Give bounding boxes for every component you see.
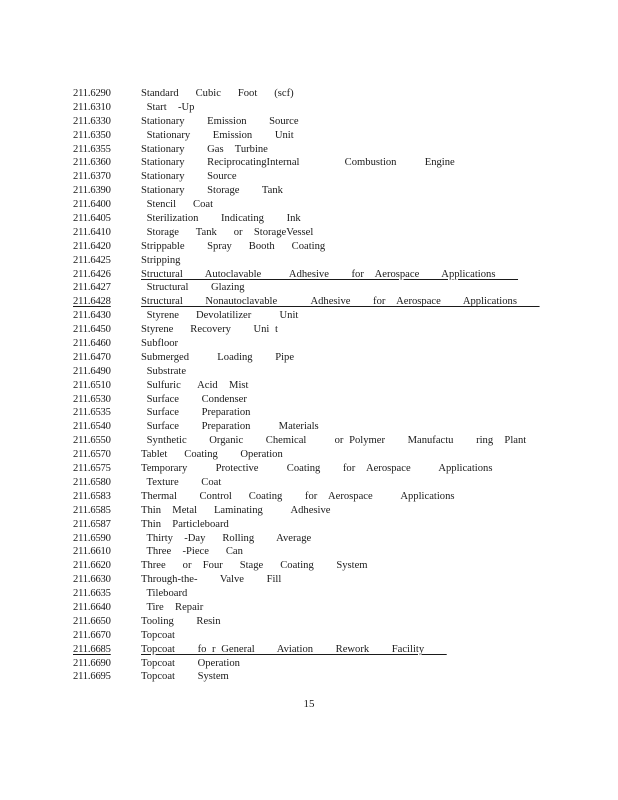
index-entry [73,198,493,212]
defined-term: Styrene Devolatilizer Unit [141,310,299,322]
defined-term: Tablet Coating Operation [141,449,283,461]
section-number: 211.6583 [73,490,111,502]
index-entry [73,337,493,351]
defined-term: Topcoat System [141,671,229,683]
index-entry [73,518,493,532]
index-entry [73,212,493,226]
index-entry [73,559,493,573]
section-number: 211.6430 [73,310,111,322]
defined-term: Stationary Emission Unit [141,129,294,141]
defined-term: Tooling Resin [141,615,221,627]
section-number: 211.6370 [73,171,111,183]
defined-term: Structural Glazing [141,282,245,294]
section-number: 211.6400 [73,199,111,211]
section-number: 211.6580 [73,476,111,488]
defined-term: Texture Coat [141,476,222,488]
section-number: 211.6575 [73,463,111,475]
defined-term: Three -Piece Can [141,546,243,558]
index-entry [73,629,493,643]
section-number: 211.6428 [73,296,111,308]
index-entry [73,295,540,309]
defined-term: Styrene Recovery Uni t [141,324,278,336]
section-number: 211.6587 [73,518,111,530]
index-entry [73,240,493,254]
defined-term: Subfloor [141,338,179,350]
section-number: 211.6355 [73,143,111,155]
section-number: 211.6426 [73,268,111,280]
index-entry [73,504,493,518]
section-number: 211.6450 [73,324,111,336]
section-number: 211.6540 [73,421,111,433]
index-entry [73,615,493,629]
defined-term: Sterilization Indicating Ink [141,213,301,225]
section-number: 211.6310 [73,101,111,113]
defined-term: Through-the- Valve Fill [141,574,282,586]
section-number: 211.6490 [73,365,111,377]
section-number: 211.6640 [73,601,111,613]
defined-term: Strippable Spray Booth Coating [141,240,326,252]
defined-term: Temporary Protective Coating for Aerospace Applications [141,463,493,475]
index-entry [73,670,493,684]
defined-term: Standard Cubic Foot (scf) [141,88,294,99]
index-entry [73,184,493,198]
defined-term: Stationary ReciprocatingInternal Combustion Engine [141,157,455,169]
index-entry [73,309,493,323]
index-entry [73,268,519,282]
index-entry [73,434,527,448]
index-entry [73,143,493,157]
index-entry [73,170,493,184]
index-entry [73,448,493,462]
section-number: 211.6630 [73,574,111,586]
section-number: 211.6360 [73,157,111,169]
section-number: 211.6635 [73,588,111,600]
section-number: 211.6510 [73,379,111,391]
defined-term: Thirty -Day Rolling Average [141,532,312,544]
section-number: 211.6590 [73,532,111,544]
index-entry [73,601,493,615]
section-number: 211.6535 [73,407,111,419]
section-number: 211.6685 [73,643,111,655]
defined-term: Three or Four Stage Coating System [141,560,368,572]
defined-term: Storage Tank or StorageVessel [141,226,314,238]
section-number: 211.6290 [73,88,111,99]
section-number: 211.6650 [73,615,111,627]
index-entry [73,406,493,420]
section-number: 211.6610 [73,546,111,558]
defined-term: Synthetic Organic Chemical or Polymer Manufactu ring Plant [141,435,527,447]
section-number: 211.6390 [73,185,111,197]
index-entry [73,379,493,393]
index-entry [73,657,493,671]
defined-term: Stationary Storage Tank [141,185,283,197]
section-number: 211.6530 [73,393,111,405]
index-entry [73,254,493,268]
index-entry [73,476,493,490]
section-number: 211.6670 [73,629,111,641]
section-number: 211.6695 [73,671,111,683]
defined-term: Tileboard [141,588,188,600]
defined-term: Topcoat [141,629,175,641]
index-entry [73,462,493,476]
index-entry [73,532,493,546]
index-entry [73,573,493,587]
defined-term: Structural Nonautoclavable Adhesive for Aerospace Applications [141,296,540,308]
section-number: 211.6405 [73,213,111,225]
defined-term: Thin Metal Laminating Adhesive [141,504,331,516]
section-number: 211.6427 [73,282,111,294]
defined-term: Surface Preparation Materials [141,421,319,433]
defined-term: Topcoat fo r General Aviation Rework Facility [141,643,447,655]
defined-term: Surface Preparation [141,407,251,419]
defined-term: Substrate [141,365,187,377]
section-number: 211.6330 [73,115,111,127]
defined-term: Thermal Control Coating for Aerospace Applications [141,490,455,502]
index-entry [73,587,493,601]
index-entry [73,281,493,295]
section-number: 211.6470 [73,351,111,363]
section-number: 211.6460 [73,338,111,350]
index-entry [73,393,493,407]
defined-term: Submerged Loading Pipe [141,351,295,363]
page-number: 15 [303,698,315,710]
index-entry [73,490,493,504]
defined-term: Start -Up [141,101,195,113]
index-entry [73,643,493,657]
defined-term: Surface Condenser [141,393,247,405]
defined-term: Sulfuric Acid Mist [141,379,249,391]
index-entry [73,87,493,101]
index-entry [73,545,493,559]
index-entry [73,115,493,129]
definitions-index-list [73,87,540,684]
section-number: 211.6550 [73,435,111,447]
defined-term: Thin Particleboard [141,518,229,530]
defined-term: Structural Autoclavable Adhesive for Aerospace Applications [141,268,519,280]
defined-term: Stripping [141,254,181,266]
section-number: 211.6690 [73,657,111,669]
index-entry [73,129,493,143]
index-entry [73,226,493,240]
defined-term: Topcoat Operation [141,657,240,669]
index-entry [73,351,493,365]
defined-term: Stencil Coat [141,199,214,211]
defined-term: Stationary Emission Source [141,115,299,127]
section-number: 211.6570 [73,449,111,461]
section-number: 211.6420 [73,240,111,252]
defined-term: Stationary Gas Turbine [141,143,268,155]
section-number: 211.6425 [73,254,111,266]
defined-term: Stationary Source [141,171,237,183]
defined-term: Tire Repair [141,601,204,613]
section-number: 211.6620 [73,560,111,572]
section-number: 211.6350 [73,129,111,141]
index-entry [73,156,493,170]
index-entry [73,365,493,379]
index-entry [73,323,493,337]
index-entry [73,101,493,115]
section-number: 211.6410 [73,226,111,238]
section-number: 211.6585 [73,504,111,516]
index-entry [73,420,493,434]
